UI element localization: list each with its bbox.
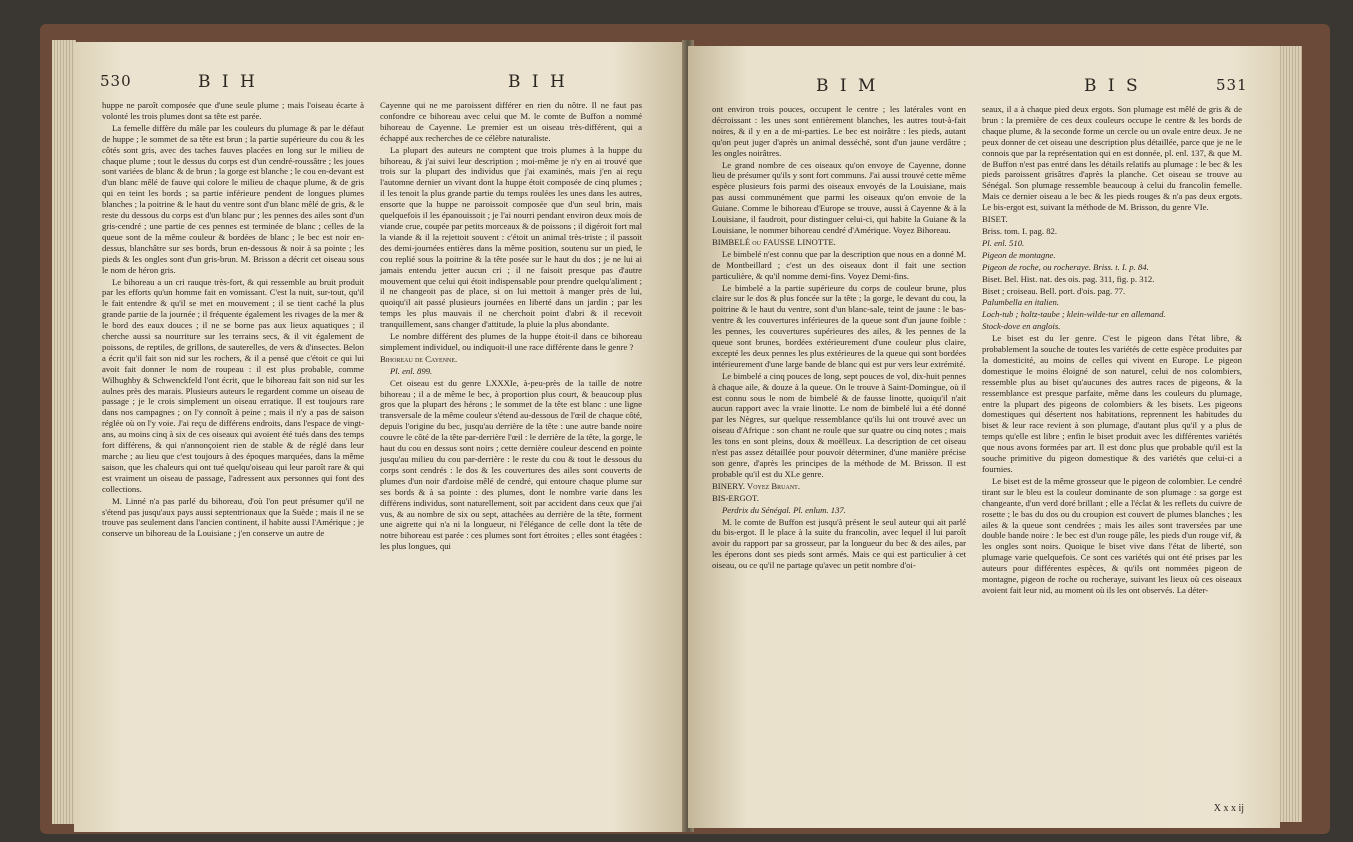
left-page	[74, 42, 686, 832]
entry-heading: BIMBELÉ ou FAUSSE LINOTTE.	[712, 236, 836, 247]
paragraph: Le grand nombre de ces oiseaux qu'on envoye de Cayenne, donne lieu de présumer qu'ils y sont fort communs. J'ai aussi trouvé cette même espèce plusieurs fois parmi des oiseaux envoyés de la Louisiane, mais pas aussi communément que parmi les oiseaux qu'on envoie de la Guiane. Comme le bihoreau d'Europe se trouve, aussi à Cayenne & à la Louisiane, il faudroit, pour distinguer celui-ci, qui habite la Guiane & la Louisiane, le nommer bihoreau cendré d'Amérique. Voyez Bihoreau.	[712, 159, 966, 235]
paragraph: Cayenne qui ne me paroissent différer en rien du nôtre. Il ne faut pas confondre ce bihoreau avec celui que M. le comte de Buffon a nommé bihoreau de Cayenne. Le premier est un oiseau très-différent, qui a échappé aux recherches de ce célèbre naturaliste.	[380, 100, 642, 143]
synonym-line: Pigeon de roche, ou rocheraye. Briss. t. I. p. 84.	[982, 261, 1149, 272]
page-edges-right	[1278, 46, 1302, 822]
running-head-left-2: B I H	[508, 72, 568, 92]
plate-reference: Pl. enl. 899.	[390, 365, 433, 376]
synonym-line: Biset. Bel. Hist. nat. des ois. pag. 311, fig. p. 312.	[982, 273, 1155, 284]
paragraph: Le biset est du Ier genre. C'est le pigeon dans l'état libre, & probablement la souche de toutes les variétés de cette espèce produites par la domesticité, au moins de celles qui vivent en Europe. Le pigeon domestique le moins éloigné de son naturel, celui de nos colombiers, ressemble plus au biset qu'aucunes des autres races de pigeons, & la ressemblance est presque parfaite, même dans les couleurs du plumage, entre la plupart des pigeons de colombiers & les bisets. Les pigeons domestiques qui désertent nos habitations, reprennent les habitudes du biset & leur race revient à son plumage, d'autant plus qu'il y a plus de temps qu'elle est libre ; enfin le biset produit avec les différentes variétés que nous avons formées par art. Il est donc plus que probable qu'il est la souche primitive du pigeon domestique & des variétés que celui-ci a fournies.	[982, 333, 1242, 474]
right-page-column-1	[712, 104, 966, 572]
signature-mark: X x x ij	[1213, 803, 1244, 814]
paragraph: La femelle diffère du mâle par les couleurs du plumage & par le défaut de huppe ; le sommet de sa tête est brun ; la partie supérieure du cou & les côtés sont gris, avec des taches fauves placées en long sur le milieu de chaque plume ; tout le dessus du corps est d'un cendré-roussâtre ; les joues sont variées de blanc & de brun ; la gorge est blanche ; le cou en-devant est d'un blanc mêlé de fauve qui colore le milieu de chaque plume, & de gris qui en teint les bords ; sa partie inférieure pendent de longues plumes blanches ; la poitrine & le haut du ventre sont d'un blanc mêlé de gris, & le reste du dessous du corps est d'un blanc pur ; les pennes des ailes sont d'un gris-cendré ; une partie de ces pennes est terminée de blanc ; celles de la queue sont de la même couleur & bordées de blanc ; le bec est noir en-dessus, blanchâtre sur ses bords, brun en-dessous & noir à sa pointe ; les pieds & les ongles sont d'un gris-brun. M. Brisson a décrit cet oiseau sous le nom de héron gris.	[102, 122, 364, 275]
paragraph: Cet oiseau est du genre LXXXIe, à-peu-près de la taille de notre bihoreau ; il a de même le bec, à proportion plus court, & beaucoup plus gros que la plupart des hérons ; le sommet de la tête est blanc : une ligne transversale de la même couleur s'étend au-dessous de l'œil de chaque côté, depuis l'origine du bec, jusqu'au derrière de la tête : une autre bande noire couvre le côté de la tête par-derrière l'œil : le derrière de la tête, la gorge, le haut du cou en dessus sont noirs ; cette dernière couleur descend en pointe jusqu'au milieu du cou par-derrière : le reste du cou & tout le dessous du corps sont cendrés : le dos & les couvertures des ailes sont couverts de plumes d'un noir d'ardoise mêlé de cendré, qui entoure chaque plume sur ses bords & à sa pointe : des plumes, dont le nombre varie dans les différens individus, sont naturellement, soit par accident dans ceux que j'ai vus, & au nombre de six ou sept, attachées au derrière de la tête, forment une aigrette qui n'a ni la longueur, ni l'élégance de celle dont la tête de notre bihoreau est parée : ces plumes sont fort étroites ; elles sont étagées : les plus longues, qui	[380, 377, 642, 552]
left-page-column-1	[102, 100, 364, 540]
entry-heading: BINERY. Voyez Bruant.	[712, 480, 800, 491]
page-number-left: 530	[100, 72, 132, 90]
entry-heading: BIS-ERGOT.	[712, 492, 759, 503]
synonym-line: Biset ; croiseau. Bell. port. d'ois. pag. 77.	[982, 285, 1126, 296]
synonym-line: Stock-dove en anglois.	[982, 321, 1061, 332]
right-page-column-2	[982, 104, 1242, 597]
left-page-column-2	[380, 100, 642, 553]
paragraph: Le bimbelé a la partie supérieure du corps de couleur brune, plus claire sur le dos & plus foncée sur la tête ; la gorge, le devant du cou, la poitrine & le haut du ventre, sont d'un blanc-sale, teint de jaune : le bas-ventre & les couvertures inférieures de la queue sont d'un jaune foible : les pennes, les couvertures supérieures des ailes, & les pennes de la queue sont brunes, bordées extérieurement d'une couleur plus claire, excepté les deux pennes les plus extérieures de la queue qui sont bordées intérieurement d'une large bande de blanc qui est pur vers leur extrémité.	[712, 282, 966, 369]
paragraph: M. Linné n'a pas parlé du bihoreau, d'où l'on peut présumer qu'il ne s'étend pas jusqu'aux pays aussi septentrionaux que la Suède ; mais il ne se trouve pas seulement dans l'ancien continent, il habite aussi l'Amérique ; je conserve un bihoreau de la Louisiane ; j'en conserve un autre de	[102, 495, 364, 539]
paragraph: La plupart des auteurs ne comptent que trois plumes à la huppe du bihoreau, & j'ai suivi leur description ; moi-même je n'y en ai trouvé que trois sur la plupart des individus que j'ai examinés, mais j'en ai reçu l'automne dernier un vivant dont la huppe étoit composée de cinq plumes ; il les tenoit la plus grande partie du temps roulées les unes dans les autres, ensorte que la huppe ne paroissoit composée que d'un seul brin, mais quelquefois il les épanouissoit ; je l'ai nourri pendant environ deux mois de viande crue, coupée par petits morceaux & de poissons ; il digéroit fort mal la viande & il la rejettoit souvent : c'étoit un animal très-triste ; il passoit des demi-journées entières dans la même position, soutenu sur un pied, le cou replié sous la poitrine & la tête posée sur le haut du dos ; je ne lui ai jamais entendu jetter aucun cri ; il ne faisoit presque pas d'autre mouvement que celui qui étoit indispensable pour prendre quelqu'aliment ; il ne changeoit pas de place, si on lui mettoit à manger près de lui, quoiqu'il ait passé plusieurs journées en liberté dans un jardin ; par les temps les plus mauvais il ne cherchoit point d'abri & il recevoit tranquillement, sans changer d'attitude, la pluie la plus abondante.	[380, 144, 642, 330]
paragraph: Le bihoreau a un cri rauque très-fort, & qui ressemble au bruit produit par les efforts qu'un homme fait en vomissant. C'est la nuit, sur-tout, qu'il le fait entendre & qu'il se met en mouvement ; il se tient caché la plus grande partie de la journée ; il fréquente également les rivages de la mer & le bord des eaux douces ; il ne se borne pas aux lieux aquatiques ; il cherche aussi sa nourriture sur les terrains secs, & il vit également de poissons, de reptiles, de grillons, de sauterelles, de vers & d'insectes. Belon a écrit qu'il fait son nid sur les rochers, & il a pensé que c'étoit ce qui lui avoit fait donner le nom de roupeau : il est plus probable, comme Wilhughby & Schwenckfeld l'ont écrit, que le bihoreau fait son nid sur les aulnes près des marais. Plusieurs auteurs le regardent comme un oiseau de passage ; je le crois simplement un oiseau erratique. Il est toujours rare dans nos campagnes ; on l'y connoît à peine ; mais il n'y a pas de saison réglée où on l'y voie. J'ai reçu de différens endroits, dans l'espace de vingt-ans, au moins cinq à six de ces oiseaux qui avoient été tués dans des temps fort différens, & qui n'annonçoient rien de stable & de réglé dans leur marche ; au lieu que c'est toujours à des époques marquées, dans la même saison, que les chaleurs qui ont tué quelqu'oiseau qui leur paroît rare & qui est vraiment un oiseau de passage, l'adressent aux personnes qui font des collections.	[102, 276, 364, 494]
running-head-right-2: B I S	[1084, 76, 1141, 96]
page-number-right: 531	[1216, 76, 1248, 94]
synonym-line: Pl. enl. 510.	[982, 237, 1025, 248]
paragraph: M. le comte de Buffon est jusqu'à présent le seul auteur qui ait parlé du bis-ergot. Il le place à la suite du francolin, avec lequel il lui paroît avoir du rapport par sa grosseur, par la longueur du bec & des ailes, par les éperons dont ses pieds sont armés. Mais ce qui est particulier à cet oiseau, ou ce qu'il ne partage qu'avec un petit nombre d'oi-	[712, 516, 966, 571]
synonym-line: Briss. tom. I. pag. 82.	[982, 225, 1058, 236]
paragraph: Le biset est de la même grosseur que le pigeon de colombier. Le cendré tirant sur le bleu est la couleur dominante de son plumage : sa gorge est changeante, d'un verd doré brillant ; elle a l'éclat & les reflets du cuivre de rosette ; le bas du dos ou du croupion est couvert de plumes blanches ; les ailes & la queue sont cendrées ; mais les ailes sont traversées par une double bande noire : le bec est d'un rouge pâle, les pieds d'un rouge vif, & les ongles sont noirs. Quoique le biset vive dans l'état de liberté, son plumage varie quelquefois. Ce sont ces variétés qui ont été prises par les auteurs pour différentes espèces, & qu'ils ont nommées pigeon de montagne, pigeon de roche ou rocheraye, suivant les lieux où ces oiseaux avoient fait leur nid, au moment où ils les ont observés. La déter-	[982, 475, 1242, 595]
plate-reference: Perdrix du Sénégal. Pl. enlum. 137.	[722, 504, 846, 515]
paragraph: Le bimbelé a cinq pouces de long, sept pouces de vol, dix-huit pennes à chaque aile, & douze à la queue. On le trouve à Saint-Domingue, où il est connu sous le nom de bimbelé & de fausse linotte, quoiqu'il n'ait aucun rapport avec la vraie linotte. Le nom de bimbelé lui a été donné par les Nègres, sur quelque ressemblance qu'ils lui ont trouvé avec un oiseau d'Afrique : son chant ne roule que sur quatre ou cinq notes ; mais les tons en sont pleins, doux & moëlleux. La description de cet oiseau n'est pas assez détaillée pour pouvoir déterminer, d'une manière précise son genre, d'après les principes de la méthode de M. Brisson. Il est probable qu'il est du XLe genre.	[712, 370, 966, 479]
page-edges-left	[52, 40, 76, 824]
running-head-left-1: B I H	[198, 72, 258, 92]
paragraph: seaux, il a à chaque pied deux ergots. Son plumage est mêlé de gris & de brun : la première de ces deux couleurs occupe le centre & les bords de chaque plume, & la seconde forme un cercle ou un ovale entre deux. Je ne peux donner de cet oiseau une description plus détaillée, parce que je ne le connois que par la représentation qui en est donnée, pl. enl. 137, & que M. de Buffon n'est pas entré dans les détails relatifs au plumage : le bec & les pieds paroissent grisâtres d'après la planche. Cet oiseau se trouve au Sénégal. Son plumage ressemble beaucoup à celui du francolin femelle. Mais ce dernier oiseau a le bec & les pieds rouges & n'a pas deux ergots. Le bis-ergot est, suivant la méthode de M. Brisson, du genre VIe.	[982, 104, 1242, 213]
entry-heading: Bihoreau de Cayenne.	[380, 353, 458, 364]
synonym-line: Pigeon de montagne.	[982, 249, 1056, 260]
paragraph: ont environ trois pouces, occupent le centre ; les latérales vont en décroissant : les unes sont entièrement blanches, les autres tout-à-fait noires, & il y en a de mi-parties. Le bec est noirâtre : les pieds, autant qu'on peut juger d'après un animal desséché, sont d'un jaune verdâtre ; les ongles noirâtres.	[712, 104, 966, 158]
right-page	[688, 46, 1280, 828]
running-head-right-1: B I M	[816, 76, 879, 96]
paragraph: Le nombre différent des plumes de la huppe étoit-il dans ce bihoreau simplement individuel, ou indiquoit-il une race différente dans le genre ?	[380, 331, 642, 352]
paragraph: Le bimbelé n'est connu que par la description que nous en a donné M. de Montbeillard ; c'est un des oiseaux dont il fait une section particulière, & qu'il nomme demi-fins. Voyez Demi-fins.	[712, 248, 966, 281]
entry-heading: BISET.	[982, 214, 1008, 225]
paragraph: huppe ne paroît composée que d'une seule plume ; mais l'oiseau écarte à volonté les trois plumes dont sa tête est parée.	[102, 100, 364, 121]
synonym-line: Palumbella en italien.	[982, 297, 1059, 308]
synonym-line: Loch-tub ; holtz-taube ; klein-wilde-tur en allemand.	[982, 309, 1166, 320]
